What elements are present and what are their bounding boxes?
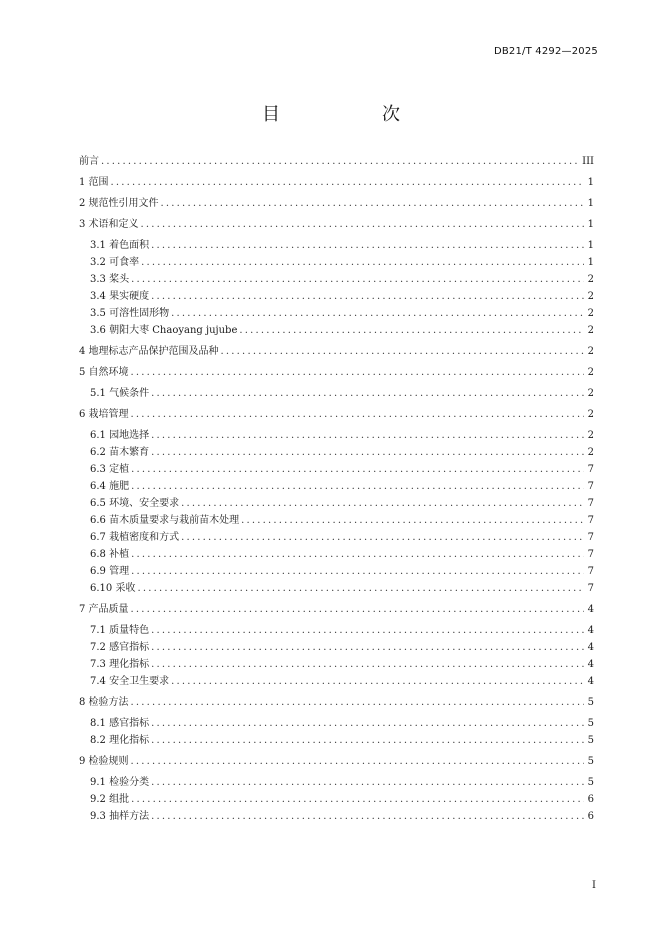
toc-entry-page: 6 [587, 811, 594, 822]
toc-entry-page: 5 [587, 697, 594, 708]
toc-leader-dots [131, 791, 584, 808]
toc-entry-label: 3.1 着色面积 [90, 240, 150, 251]
toc-entry[interactable] [79, 195, 594, 212]
toc-entry-label: 6.9 管理 [90, 566, 130, 577]
toc-entry-page: 6 [587, 794, 594, 805]
toc-leader-dots [131, 406, 584, 423]
toc-leader-dots [137, 580, 584, 597]
toc-entry-page: 1 [587, 198, 594, 209]
toc-entry-label: 6.4 施肥 [90, 481, 130, 492]
toc-entry[interactable] [79, 495, 594, 512]
toc-entry-page: 4 [587, 676, 594, 687]
toc-entry-page: 5 [587, 718, 594, 729]
toc-leader-dots [151, 237, 584, 254]
toc-entry[interactable] [79, 580, 594, 597]
toc-leader-dots [221, 343, 584, 360]
toc-entry[interactable] [79, 622, 594, 639]
toc-leader-dots [131, 478, 584, 495]
toc-entry-page: 7 [587, 481, 594, 492]
toc-leader-dots [151, 715, 584, 732]
table-of-contents [79, 153, 594, 825]
toc-entry[interactable] [79, 529, 594, 546]
toc-entry[interactable] [79, 715, 594, 732]
toc-entry-label: 3 术语和定义 [79, 219, 139, 230]
toc-entry-label: 6.6 苗木质量要求与栽前苗木处理 [90, 515, 240, 526]
toc-entry[interactable] [79, 563, 594, 580]
toc-entry[interactable] [79, 174, 594, 191]
toc-entry-label: 6.7 栽植密度和方式 [90, 532, 180, 543]
toc-entry[interactable] [79, 546, 594, 563]
toc-entry-page: 1 [587, 240, 594, 251]
toc-entry-page: 4 [587, 659, 594, 670]
toc-entry-page: 4 [587, 604, 594, 615]
toc-leader-dots [131, 694, 584, 711]
toc-leader-dots [171, 673, 584, 690]
toc-entry-label: 6.2 苗木繁育 [90, 447, 150, 458]
toc-leader-dots [131, 601, 584, 618]
toc-entry-page: 7 [587, 549, 594, 560]
toc-entry[interactable] [79, 656, 594, 673]
toc-entry-label: 6.5 环境、安全要求 [90, 498, 180, 509]
toc-entry-page: 2 [587, 346, 594, 357]
toc-entry-label: 3.5 可溶性固形物 [90, 308, 170, 319]
toc-entry[interactable] [79, 808, 594, 825]
toc-leader-dots [141, 254, 584, 271]
toc-entry[interactable] [79, 694, 594, 711]
toc-leader-dots [151, 288, 584, 305]
toc-leader-dots [161, 195, 584, 212]
page-number: I [592, 880, 596, 891]
toc-entry-page: 4 [587, 642, 594, 653]
toc-entry-label: 6 栽培管理 [79, 409, 129, 420]
toc-leader-dots [151, 732, 584, 749]
toc-entry-page: 2 [587, 367, 594, 378]
toc-entry[interactable] [79, 673, 594, 690]
toc-leader-dots [101, 153, 580, 170]
toc-entry-page: 5 [587, 777, 594, 788]
toc-entry-page: 2 [587, 308, 594, 319]
toc-entry-label: 6.3 定植 [90, 464, 130, 475]
toc-leader-dots [151, 444, 584, 461]
toc-entry-label: 7 产品质量 [79, 604, 129, 615]
toc-entry[interactable] [79, 216, 594, 233]
toc-entry-label: 8.1 感官指标 [90, 718, 150, 729]
toc-entry[interactable] [79, 288, 594, 305]
toc-entry-page: 2 [587, 409, 594, 420]
toc-entry-page: 7 [587, 566, 594, 577]
toc-entry-label: 7.1 质量特色 [90, 625, 150, 636]
toc-leader-dots [151, 774, 584, 791]
toc-entry-label: 6.8 补植 [90, 549, 130, 560]
toc-entry-label: 9.3 抽样方法 [90, 811, 150, 822]
toc-leader-dots [151, 656, 584, 673]
toc-entry-label: 前言 [79, 156, 99, 167]
toc-entry-label: 9 检验规则 [79, 756, 129, 767]
toc-entry-page: 1 [587, 219, 594, 230]
toc-leader-dots [131, 546, 584, 563]
toc-entry-label: 3.4 果实硬度 [90, 291, 150, 302]
toc-leader-dots [241, 512, 584, 529]
toc-entry[interactable] [79, 305, 594, 322]
toc-entry-label: 7.3 理化指标 [90, 659, 150, 670]
toc-entry[interactable] [79, 322, 594, 339]
toc-entry[interactable] [79, 364, 594, 381]
toc-entry-page: 2 [587, 430, 594, 441]
toc-entry-label: 8 检验方法 [79, 697, 129, 708]
toc-entry[interactable] [79, 478, 594, 495]
toc-entry-page: 5 [587, 735, 594, 746]
document-code: DB21/T 4292—2025 [493, 46, 598, 57]
toc-entry-label: 7.2 感官指标 [90, 642, 150, 653]
toc-leader-dots [111, 174, 584, 191]
toc-entry-label: 5 自然环境 [79, 367, 129, 378]
toc-entry-label: 5.1 气候条件 [90, 388, 150, 399]
toc-entry[interactable] [79, 753, 594, 770]
toc-entry-label: 9.1 检验分类 [90, 777, 150, 788]
toc-entry[interactable] [79, 461, 594, 478]
toc-entry[interactable] [79, 406, 594, 423]
toc-leader-dots [239, 322, 584, 339]
toc-entry-label: 3.6 朝阳大枣 Chaoyang jujube [90, 325, 238, 336]
toc-leader-dots [151, 639, 584, 656]
toc-entry[interactable] [79, 444, 594, 461]
toc-entry-page: 2 [587, 447, 594, 458]
toc-entry[interactable] [79, 153, 594, 170]
toc-entry-page: 7 [587, 464, 594, 475]
toc-entry-page: 7 [587, 532, 594, 543]
toc-leader-dots [131, 364, 584, 381]
toc-entry[interactable] [79, 343, 594, 360]
toc-entry-label: 3.2 可食率 [90, 257, 140, 268]
toc-leader-dots [151, 808, 584, 825]
toc-leader-dots [181, 529, 584, 546]
toc-entry[interactable] [79, 385, 594, 402]
toc-entry[interactable] [79, 254, 594, 271]
toc-entry-page: 1 [587, 177, 594, 188]
toc-entry[interactable] [79, 601, 594, 618]
toc-entry-page: III [582, 156, 594, 167]
toc-entry-page: 7 [587, 515, 594, 526]
toc-entry-label: 1 范围 [79, 177, 109, 188]
toc-entry-page: 4 [587, 625, 594, 636]
toc-entry-page: 2 [587, 291, 594, 302]
toc-leader-dots [151, 385, 584, 402]
toc-entry[interactable] [79, 639, 594, 656]
toc-leader-dots [131, 461, 584, 478]
toc-entry[interactable] [79, 512, 594, 529]
toc-entry[interactable] [79, 732, 594, 749]
toc-entry-page: 5 [587, 756, 594, 767]
toc-leader-dots [131, 563, 584, 580]
toc-entry-label: 8.2 理化指标 [90, 735, 150, 746]
toc-entry-page: 1 [587, 257, 594, 268]
toc-title: 目 次 [262, 104, 442, 125]
toc-entry-label: 9.2 组批 [90, 794, 130, 805]
toc-entry-page: 2 [587, 388, 594, 399]
toc-leader-dots [141, 216, 584, 233]
toc-entry[interactable] [79, 774, 594, 791]
toc-leader-dots [131, 753, 584, 770]
toc-leader-dots [171, 305, 584, 322]
toc-entry[interactable] [79, 271, 594, 288]
toc-entry-label: 7.4 安全卫生要求 [90, 676, 170, 687]
toc-entry-label: 6.1 园地选择 [90, 430, 150, 441]
toc-leader-dots [131, 271, 584, 288]
toc-entry[interactable] [79, 427, 594, 444]
toc-entry-page: 7 [587, 498, 594, 509]
toc-entry-label: 2 规范性引用文件 [79, 198, 159, 209]
toc-entry-label: 6.10 采收 [90, 583, 136, 594]
toc-entry-page: 2 [587, 274, 594, 285]
toc-leader-dots [181, 495, 584, 512]
toc-entry-label: 4 地理标志产品保护范围及品种 [79, 346, 219, 357]
toc-entry[interactable] [79, 791, 594, 808]
toc-entry[interactable] [79, 237, 594, 254]
toc-entry-page: 7 [587, 583, 594, 594]
toc-entry-page: 2 [587, 325, 594, 336]
toc-entry-label: 3.3 桨头 [90, 274, 130, 285]
toc-leader-dots [151, 622, 584, 639]
toc-leader-dots [151, 427, 584, 444]
